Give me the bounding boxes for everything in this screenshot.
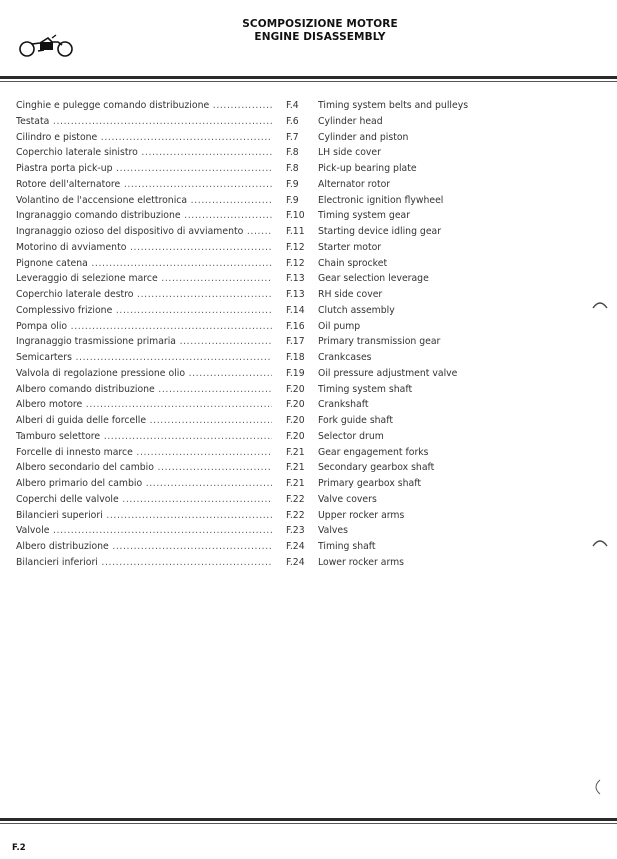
contents-row (16, 397, 476, 413)
entry-english: Valves (318, 525, 348, 537)
binder-mark-icon (590, 778, 604, 796)
entry-page: F.20 (286, 383, 305, 395)
entry-page: F.23 (286, 525, 305, 537)
entry-english: Gear selection leverage (318, 273, 429, 285)
entry-italian: Albero secondario del cambio ..... (16, 460, 272, 476)
contents-row (16, 177, 476, 193)
entry-italian: Albero comando distribuzione ..... (16, 382, 272, 398)
contents-row (16, 523, 476, 539)
entry-page: F.8 (286, 147, 299, 159)
entry-english: Cylinder head (318, 115, 383, 127)
entry-page: F.20 (286, 415, 305, 426)
contents-row (16, 492, 476, 508)
entry-page: F.11 (286, 226, 305, 237)
entry-italian: Ingranaggio comando distribuzione ..... (16, 208, 272, 224)
top-divider (0, 76, 617, 82)
entry-page: F.24 (286, 541, 305, 552)
contents-row (16, 460, 476, 476)
entry-page: F.19 (286, 367, 305, 379)
entry-italian: Piastra porta pick-up ..... (16, 161, 272, 177)
contents-row (16, 429, 476, 445)
entry-italian: Valvole ..... (16, 523, 272, 539)
contents-row (16, 256, 476, 272)
entry-italian: Albero motore ..... (16, 397, 272, 413)
contents-row (16, 319, 476, 335)
entry-page: F.22 (286, 509, 305, 521)
entry-page: F.13 (286, 273, 305, 285)
entry-italian: Bilancieri inferiori ..... (16, 555, 272, 571)
entry-page: F.22 (286, 493, 305, 505)
entry-page: F.16 (286, 320, 305, 332)
entry-page: F.4 (286, 100, 299, 111)
entry-italian: Cilindro e pistone ..... (16, 130, 272, 146)
contents-row (16, 98, 476, 114)
entry-english: Crankcases (318, 352, 372, 363)
entry-english: Primary gearbox shaft (318, 478, 421, 489)
contents-row (16, 287, 476, 303)
contents-row (16, 130, 476, 146)
entry-italian: Albero primario del cambio ..... (16, 476, 272, 492)
entry-page: F.21 (286, 446, 305, 458)
entry-english: Oil pump (318, 320, 361, 332)
contents-row (16, 382, 476, 398)
entry-english: Timing shaft (318, 541, 376, 552)
contents-row (16, 303, 476, 319)
entry-italian: Ingranaggio trasmissione primaria ..... (16, 334, 272, 350)
entry-english: LH side cover (318, 147, 381, 159)
entry-english: Pick-up bearing plate (318, 163, 417, 174)
entry-italian: Semicarters ..... (16, 350, 272, 366)
entry-italian: Testata ..... (16, 114, 272, 130)
bottom-divider (0, 818, 617, 824)
entry-english: Oil pressure adjustment valve (318, 367, 458, 379)
entry-italian: Coperchio laterale sinistro ..... (16, 145, 272, 161)
contents-row (16, 555, 476, 571)
entry-english: Valve covers (318, 493, 377, 505)
contents-row (16, 539, 476, 555)
contents-row (16, 193, 476, 209)
contents-row (16, 350, 476, 366)
entry-italian: Pignone catena ..... (16, 256, 272, 272)
contents-row (16, 145, 476, 161)
entry-italian: Motorino di avviamento ..... (16, 240, 272, 256)
entry-english: Timing system shaft (318, 383, 413, 395)
entry-italian: Alberi di guida delle forcelle ..... (16, 413, 272, 429)
entry-italian: Ingranaggio ozioso del dispositivo di avviamento ..... (16, 224, 272, 240)
entry-page: F.24 (286, 556, 305, 568)
entry-italian: Valvola di regolazione pressione olio ..... (16, 366, 272, 382)
entry-page: F.20 (286, 399, 305, 411)
contents-list (16, 98, 476, 571)
entry-english: Secondary gearbox shaft (318, 462, 435, 474)
entry-italian: Complessivo frizione ..... (16, 303, 272, 319)
binder-mark-icon (592, 298, 608, 310)
contents-row (16, 114, 476, 130)
entry-english: Cylinder and piston (318, 131, 409, 143)
entry-italian: Forcelle di innesto marce ..... (16, 445, 272, 461)
entry-page: F.8 (286, 163, 299, 174)
contents-row (16, 445, 476, 461)
motorcycle-logo-icon (18, 34, 74, 58)
entry-page: F.12 (286, 241, 305, 253)
entry-english: Gear engagement forks (318, 446, 429, 458)
contents-row (16, 508, 476, 524)
entry-italian: Leveraggio di selezione marce ..... (16, 271, 272, 287)
entry-english: Starting device idling gear (318, 226, 442, 237)
entry-page: F.12 (286, 257, 305, 269)
entry-english: Selector drum (318, 430, 384, 442)
contents-row (16, 271, 476, 287)
entry-page: F.14 (286, 304, 305, 316)
contents-row (16, 240, 476, 256)
entry-english: Primary transmission gear (318, 336, 441, 348)
entry-english: Clutch assembly (318, 304, 395, 316)
entry-italian: Volantino de l'accensione elettronica ..... (16, 193, 272, 209)
entry-english: Lower rocker arms (318, 556, 405, 568)
contents-row (16, 224, 476, 240)
page-number: F.2 (12, 843, 26, 853)
entry-italian: Tamburo selettore ..... (16, 429, 272, 445)
entry-page: F.13 (286, 289, 305, 300)
contents-row (16, 161, 476, 177)
title-italian: SCOMPOSIZIONE MOTORE (242, 18, 398, 30)
entry-page: F.18 (286, 352, 305, 363)
entry-english: Fork guide shaft (318, 415, 394, 426)
entry-page: F.21 (286, 462, 305, 474)
entry-italian: Coperchio laterale destro ..... (16, 287, 272, 303)
entry-english: Upper rocker arms (318, 509, 405, 521)
entry-page: F.6 (286, 115, 299, 127)
entry-page: F.9 (286, 178, 299, 190)
entry-italian: Rotore dell'alternatore ..... (16, 177, 272, 193)
entry-english: Timing system gear (318, 210, 411, 222)
contents-row (16, 366, 476, 382)
title-english: ENGINE DISASSEMBLY (254, 31, 386, 43)
binder-mark-icon (592, 536, 608, 548)
entry-page: F.9 (286, 194, 299, 206)
entry-english: Chain sprocket (318, 257, 388, 269)
entry-english: RH side cover (318, 289, 383, 300)
entry-english: Electronic ignition flywheel (318, 194, 444, 206)
entry-italian: Bilancieri superiori ..... (16, 508, 272, 524)
entry-italian: Albero distribuzione ..... (16, 539, 272, 555)
entry-page: F.7 (286, 131, 299, 143)
entry-page: F.20 (286, 430, 305, 442)
contents-row (16, 334, 476, 350)
entry-page: F.21 (286, 478, 305, 489)
page-header (180, 18, 460, 44)
contents-row (16, 476, 476, 492)
entry-english: Alternator rotor (318, 178, 391, 190)
entry-page: F.10 (286, 210, 305, 222)
entry-italian: Coperchi delle valvole ..... (16, 492, 272, 508)
entry-english: Timing system belts and pulleys (318, 100, 469, 111)
contents-row (16, 413, 476, 429)
entry-page: F.17 (286, 336, 305, 348)
entry-english: Crankshaft (318, 399, 369, 411)
entry-italian: Cinghie e pulegge comando distribuzione ..... (16, 98, 272, 114)
entry-english: Starter motor (318, 241, 382, 253)
contents-row (16, 208, 476, 224)
entry-italian: Pompa olio ..... (16, 319, 272, 335)
